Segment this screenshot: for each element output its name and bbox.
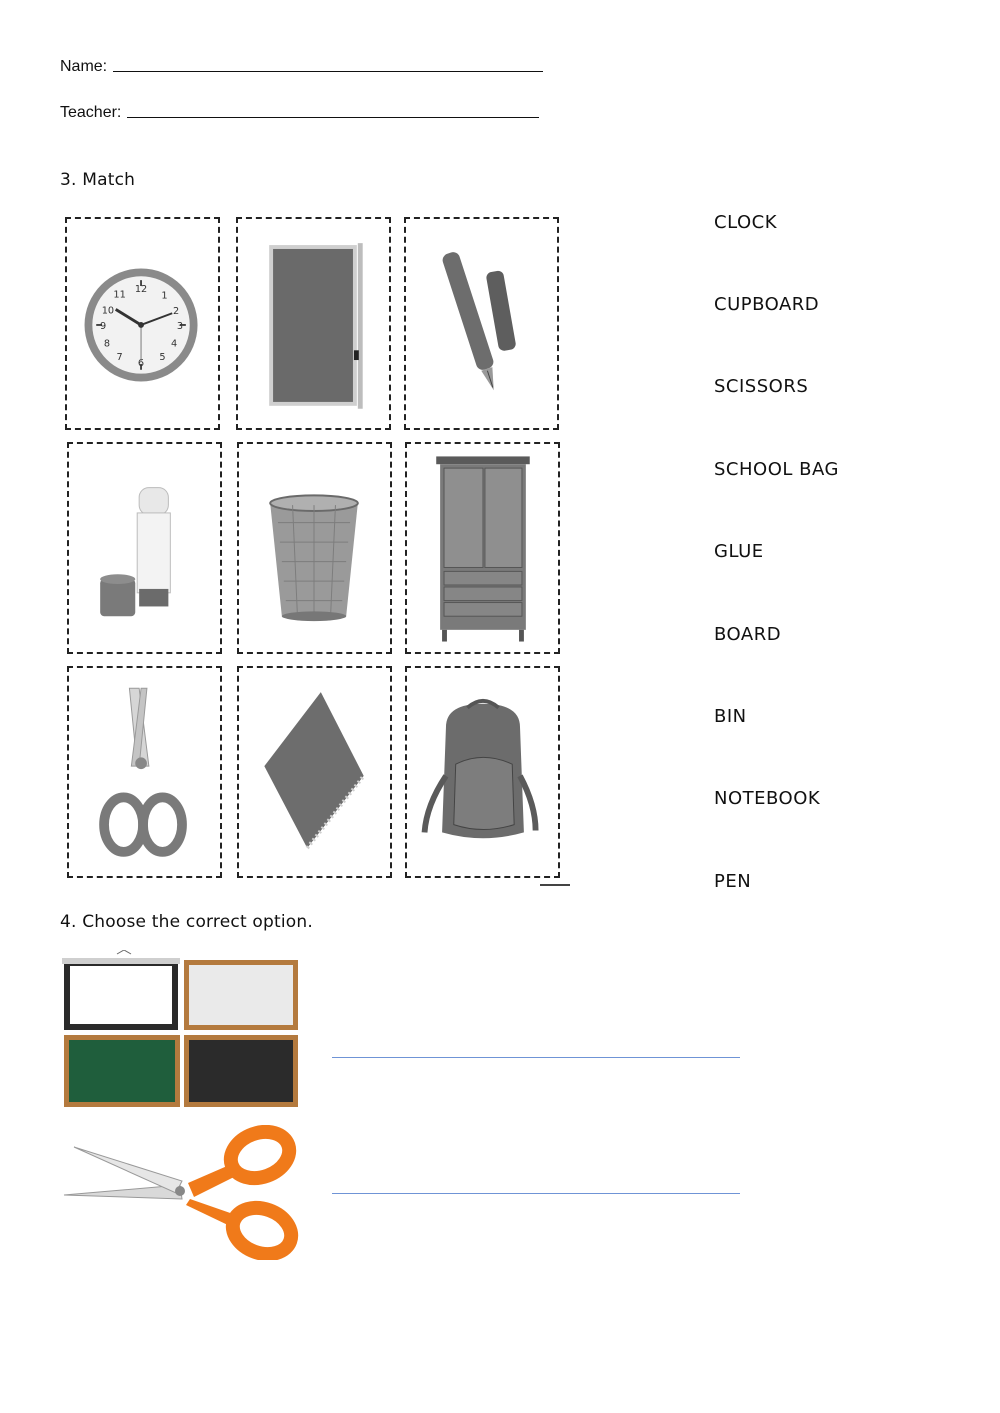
svg-text:9: 9 xyxy=(99,320,107,332)
teacher-label: Teacher: xyxy=(60,104,122,121)
board-icon xyxy=(238,219,389,428)
svg-text:1: 1 xyxy=(161,290,168,302)
glue-icon xyxy=(69,444,220,652)
word-bin: BIN xyxy=(714,706,747,727)
svg-text:8: 8 xyxy=(103,338,111,350)
svg-text:6: 6 xyxy=(137,357,145,369)
teacher-input-line[interactable] xyxy=(127,117,539,118)
section-3-title: 3. Match xyxy=(60,170,136,190)
scissors-picture xyxy=(62,1125,300,1260)
match-card-notebook[interactable] xyxy=(237,666,392,878)
boards-picture xyxy=(62,950,300,1110)
scissors-icon xyxy=(69,668,220,876)
svg-text:2: 2 xyxy=(173,306,180,318)
section-4-title: 4. Choose the correct option. xyxy=(60,912,313,932)
notebook-icon xyxy=(239,668,390,876)
svg-text:4: 4 xyxy=(171,338,178,350)
pen-icon xyxy=(406,219,557,428)
answer-line-1[interactable] xyxy=(332,1057,740,1058)
svg-text:3: 3 xyxy=(176,320,184,332)
match-card-pen[interactable] xyxy=(404,217,559,430)
word-cupboard: CUPBOARD xyxy=(714,294,820,315)
corner-mark xyxy=(540,884,570,886)
bin-icon xyxy=(239,444,390,652)
match-card-clock[interactable] xyxy=(65,217,220,430)
boards-icon xyxy=(62,950,300,1110)
word-scissors: SCISSORS xyxy=(714,376,809,397)
svg-text:12: 12 xyxy=(134,283,148,295)
cupboard-icon xyxy=(407,444,558,652)
svg-text:7: 7 xyxy=(116,352,123,364)
word-pen: PEN xyxy=(714,871,752,892)
match-card-glue[interactable] xyxy=(67,442,222,654)
school-bag-icon xyxy=(407,668,558,876)
match-card-bin[interactable] xyxy=(237,442,392,654)
word-school-bag: SCHOOL BAG xyxy=(714,459,839,480)
name-input-line[interactable] xyxy=(113,71,543,72)
word-board: BOARD xyxy=(714,624,782,645)
match-card-school-bag[interactable] xyxy=(405,666,560,878)
word-notebook: NOTEBOOK xyxy=(714,788,821,809)
svg-text:10: 10 xyxy=(101,305,115,317)
name-field xyxy=(60,58,543,76)
match-card-cupboard[interactable] xyxy=(405,442,560,654)
answer-line-2[interactable] xyxy=(332,1193,740,1194)
svg-text:5: 5 xyxy=(159,352,166,364)
match-card-board[interactable] xyxy=(236,217,391,430)
match-card-scissors[interactable] xyxy=(67,666,222,878)
word-glue: GLUE xyxy=(714,541,764,562)
scissors-color-icon xyxy=(62,1125,300,1260)
name-label: Name: xyxy=(60,58,108,75)
svg-text:11: 11 xyxy=(113,289,126,301)
teacher-field xyxy=(60,104,539,122)
clock-icon xyxy=(67,219,218,428)
word-clock: CLOCK xyxy=(714,212,777,233)
